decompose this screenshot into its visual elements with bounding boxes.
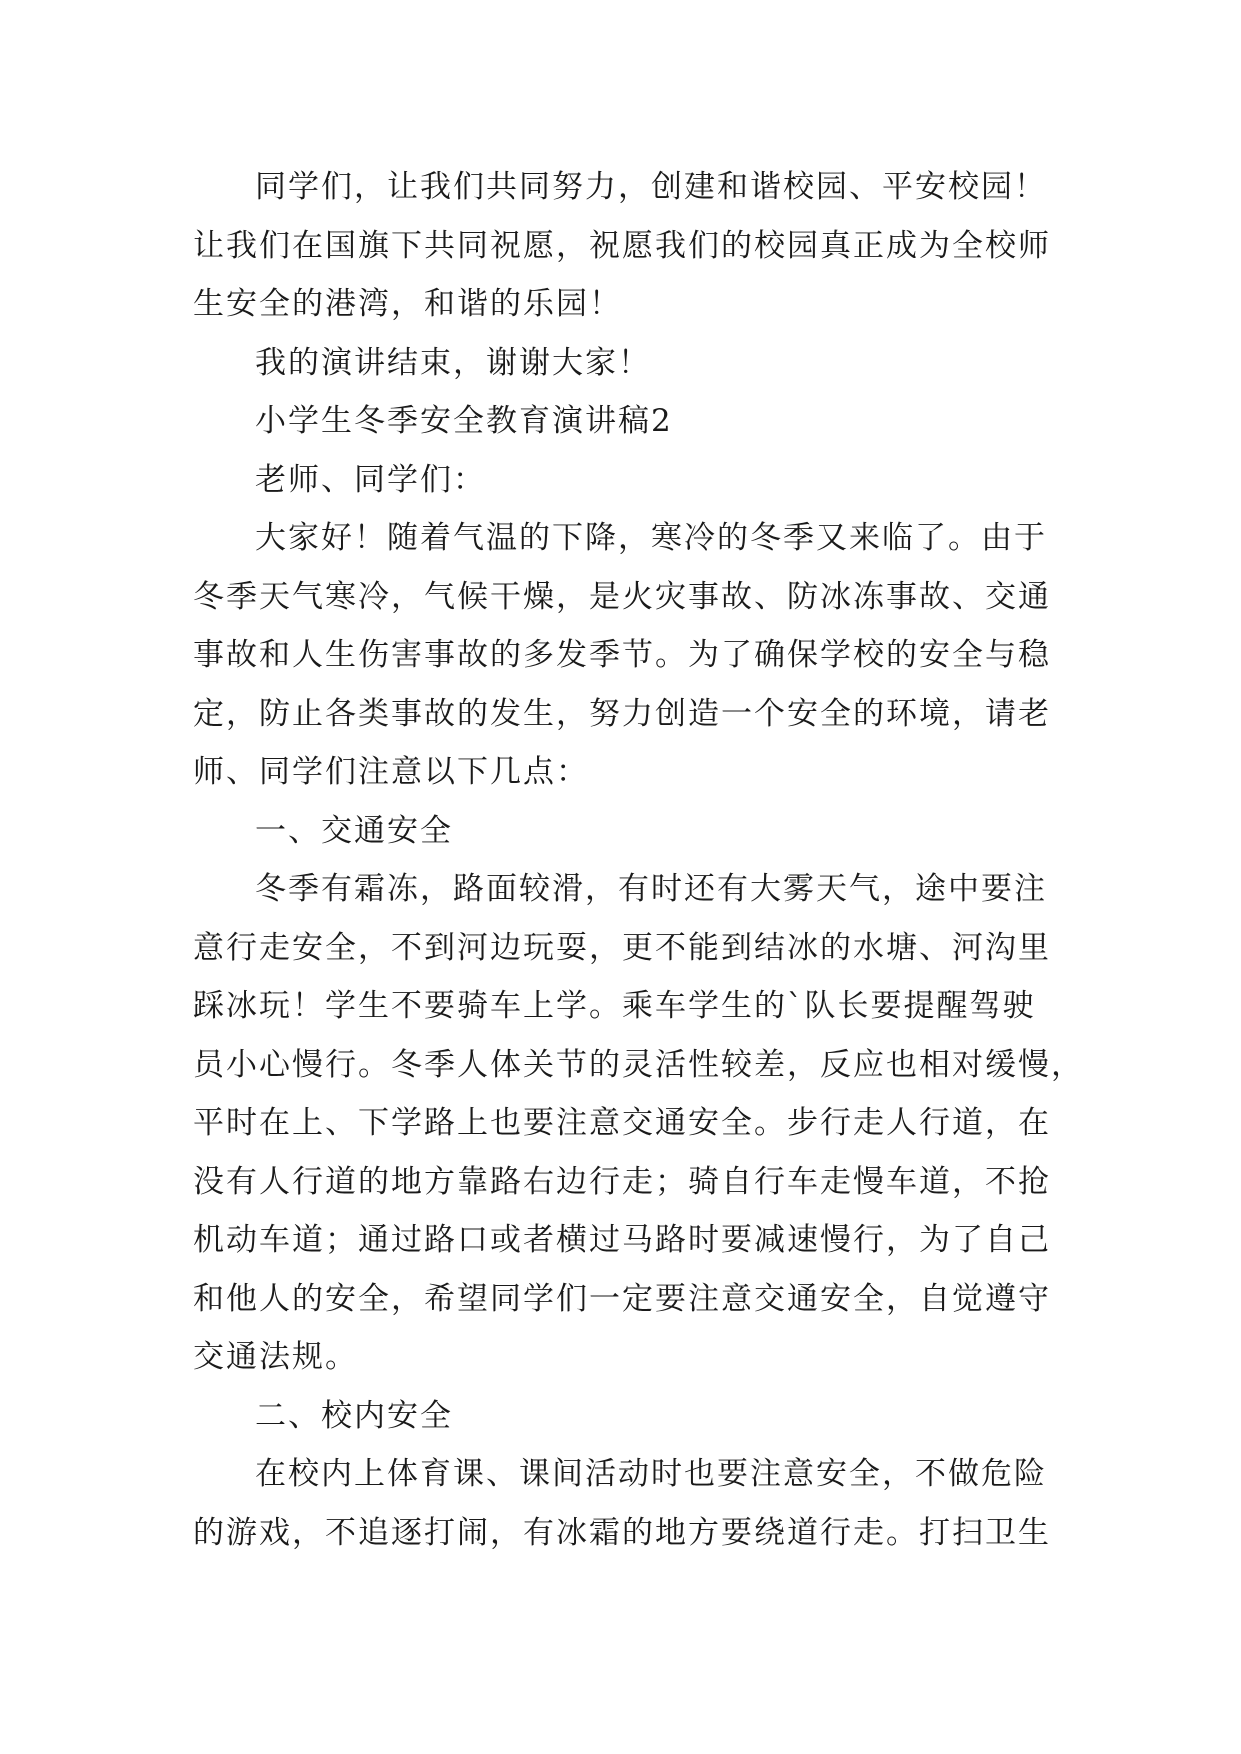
text-line: 平时在上、下学路上也要注意交通安全。步行走人行道，在: [193, 1105, 1051, 1141]
text-line: 同学们，让我们共同努力，创建和谐校园、平安校园！: [255, 169, 1047, 205]
text-line: 我的演讲结束，谢谢大家！: [255, 344, 651, 381]
section-heading: 一、交通安全: [255, 812, 453, 849]
salutation: 老师、同学们：: [255, 461, 486, 498]
text-line: 在校内上体育课、课间活动时也要注意安全，不做危险: [255, 1456, 1047, 1492]
section-title: 小学生冬季安全教育演讲稿2: [255, 403, 673, 439]
text-line: 意行走安全，不到河边玩耍，更不能到结冰的水塘、河沟里: [193, 929, 1051, 966]
text-line: 冬季天气寒冷，气候干燥，是火灾事故、防冰冻事故、交通: [193, 578, 1051, 615]
text-line: 让我们在国旗下共同祝愿，祝愿我们的校园真正成为全校师: [193, 227, 1051, 264]
text-line: 没有人行道的地方靠路右边行走；骑自行车走慢车道，不抢: [193, 1163, 1051, 1200]
text-line: 冬季有霜冻，路面较滑，有时还有大雾天气，途中要注: [255, 871, 1047, 907]
text-line: 大家好！随着气温的下降，寒冷的冬季又来临了。由于: [255, 520, 1047, 556]
text-line: 员小心慢行。冬季人体关节的灵活性较差，反应也相对缓慢，: [193, 1046, 1084, 1083]
text-line: 踩冰玩！学生不要骑车上学。乘车学生的`队长要提醒驾驶: [193, 988, 1036, 1024]
text-line: 定，防止各类事故的发生，努力创造一个安全的环境，请老: [193, 695, 1051, 732]
text-line: 师、同学们注意以下几点：: [193, 754, 589, 790]
text-line: 事故和人生伤害事故的多发季节。为了确保学校的安全与稳: [193, 637, 1051, 673]
text-line: 机动车道；通过路口或者横过马路时要减速慢行，为了自己: [193, 1222, 1051, 1258]
section-heading: 二、校内安全: [255, 1397, 453, 1434]
text-line: 交通法规。: [193, 1339, 358, 1375]
text-line: 的游戏，不追逐打闹，有冰霜的地方要绕道行走。打扫卫生: [193, 1514, 1051, 1551]
document-body: [193, 158, 1084, 1562]
text-line: 和他人的安全，希望同学们一定要注意交通安全，自觉遵守: [193, 1280, 1051, 1317]
text-line: 生安全的港湾，和谐的乐园！: [193, 286, 622, 322]
